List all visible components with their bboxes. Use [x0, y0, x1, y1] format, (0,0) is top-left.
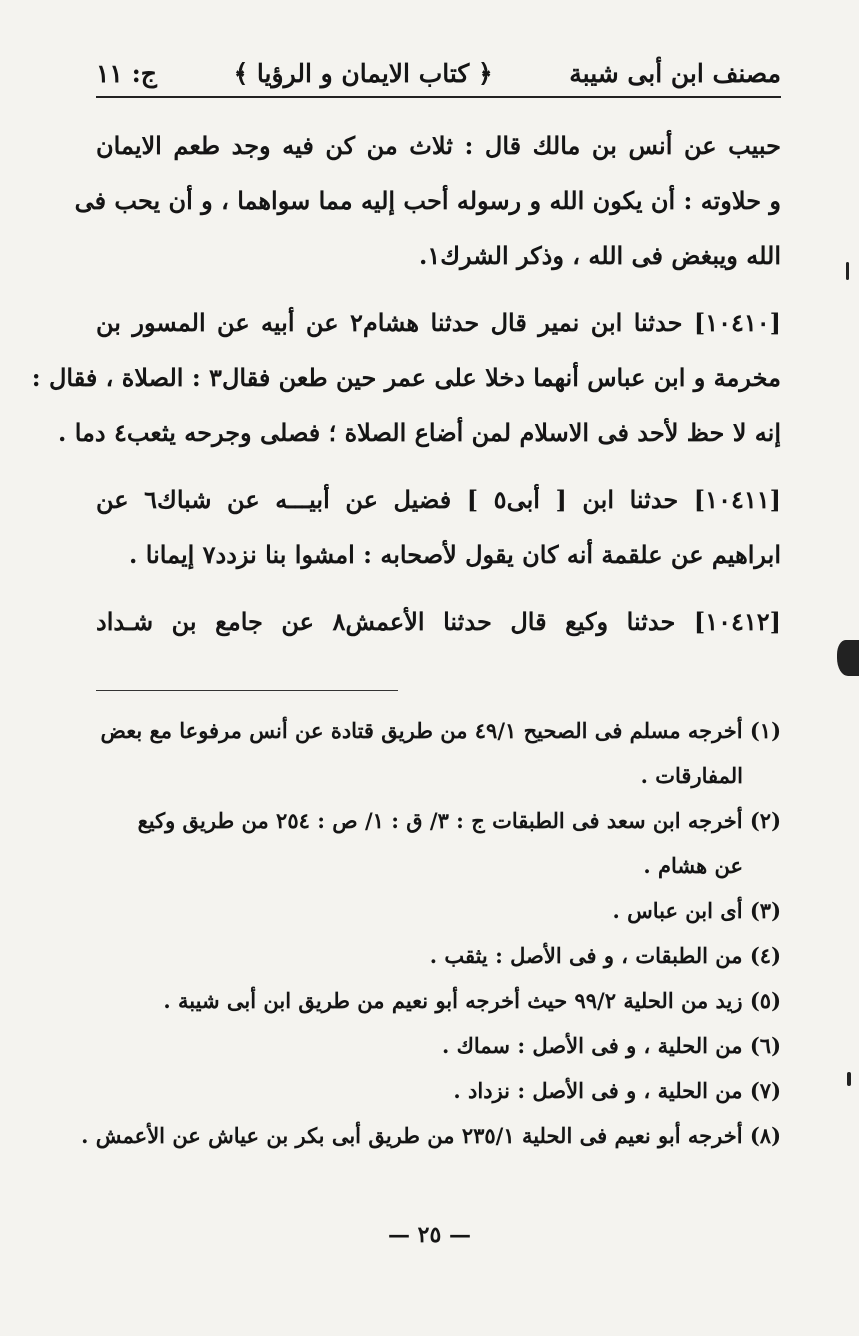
- header-rule: [96, 96, 781, 98]
- footnote-8: [81, 1113, 781, 1158]
- hadith-10412: [96, 594, 781, 649]
- hadith-10410: [31, 295, 781, 460]
- footnote-1: [96, 708, 781, 798]
- footnote-text: (٥) زيد من الحلية ٩٩/٢ حيث أخرجه أبو نعيم من طريق ابن أبى شيبة .: [163, 988, 781, 1013]
- text-line: و حلاوته : أن يكون الله و رسوله أحب إليه مما سواهما ، و أن يحب فى: [74, 186, 781, 215]
- footnote-text: (٣) أى ابن عباس .: [612, 898, 781, 923]
- main-text: [31, 118, 781, 649]
- text-line: [١٠٤١٠] حدثنا ابن نمير قال حدثنا هشام٢ عن أبيه عن المسور بن: [96, 308, 781, 337]
- footnote-5: [96, 978, 781, 1023]
- continuation-paragraph: [74, 118, 781, 283]
- footnote-text: (٧) من الحلية ، و فى الأصل : نزداد .: [453, 1078, 781, 1103]
- text-line: الله ويبغض فى الله ، وذكر الشرك١.: [418, 241, 781, 270]
- chapter-title: ﴿ كتاب الايمان و الرؤيا ﴾: [233, 58, 493, 88]
- footnote-continuation: المفارقات .: [640, 763, 743, 788]
- scan-mark: [837, 640, 859, 676]
- text-line: حبيب عن أنس بن مالك قال : ثلاث من كن فيه وجد طعم الايمان: [96, 131, 781, 160]
- footnote-4: [96, 933, 781, 978]
- scan-mark: [846, 262, 849, 280]
- footnote-text: (٢) أخرجه ابن سعد فى الطبقات ج : ٣/ ق : ١/ ص : ٢٥٤ من طريق وكيع: [137, 808, 781, 833]
- footnote-3: [96, 888, 781, 933]
- scan-mark: [847, 1072, 851, 1086]
- footnote-6: [96, 1023, 781, 1068]
- book-title: مصنف ابن أبى شيبة: [569, 58, 781, 88]
- volume-number: ج: ١١: [96, 58, 157, 88]
- text-line: [١٠٤١١] حدثنا ابن [ أبى٥ ] فضيل عن أبيـــه عن شباك٦ عن: [96, 485, 781, 514]
- text-line: ابراهيم عن علقمة أنه كان يقول لأصحابه : امشوا بنا نزدد٧ إيمانا .: [129, 540, 781, 569]
- hadith-10411: [96, 472, 781, 582]
- footnote-rule: [96, 690, 398, 691]
- page-header: [96, 50, 781, 96]
- text-line: [١٠٤١٢] حدثنا وكيع قال حدثنا الأعمش٨ عن جامع بن شـداد: [96, 607, 781, 636]
- footnote-text: (٤) من الطبقات ، و فى الأصل : يثقب .: [429, 943, 781, 968]
- footnote-text: (٨) أخرجه أبو نعيم فى الحلية ٢٣٥/١ من طريق أبى بكر بن عياش عن الأعمش .: [81, 1123, 781, 1148]
- page-number: — ٢٥ —: [388, 1222, 471, 1248]
- footnote-text: (١) أخرجه مسلم فى الصحيح ٤٩/١ من طريق قتادة عن أنس مرفوعا مع بعض: [100, 718, 781, 743]
- footnote-continuation: عن هشام .: [643, 853, 743, 878]
- footnote-7: [96, 1068, 781, 1113]
- text-line: إنه لا حظ لأحد فى الاسلام لمن أضاع الصلاة ؛ فصلى وجرحه يثعب٤ دما .: [58, 418, 781, 447]
- footnote-2: [96, 798, 781, 888]
- footnotes: [81, 708, 781, 1158]
- footnote-text: (٦) من الحلية ، و فى الأصل : سماك .: [441, 1033, 781, 1058]
- text-line: مخرمة و ابن عباس أنهما دخلا على عمر حين طعن فقال٣ : الصلاة ، فقال :: [31, 363, 781, 392]
